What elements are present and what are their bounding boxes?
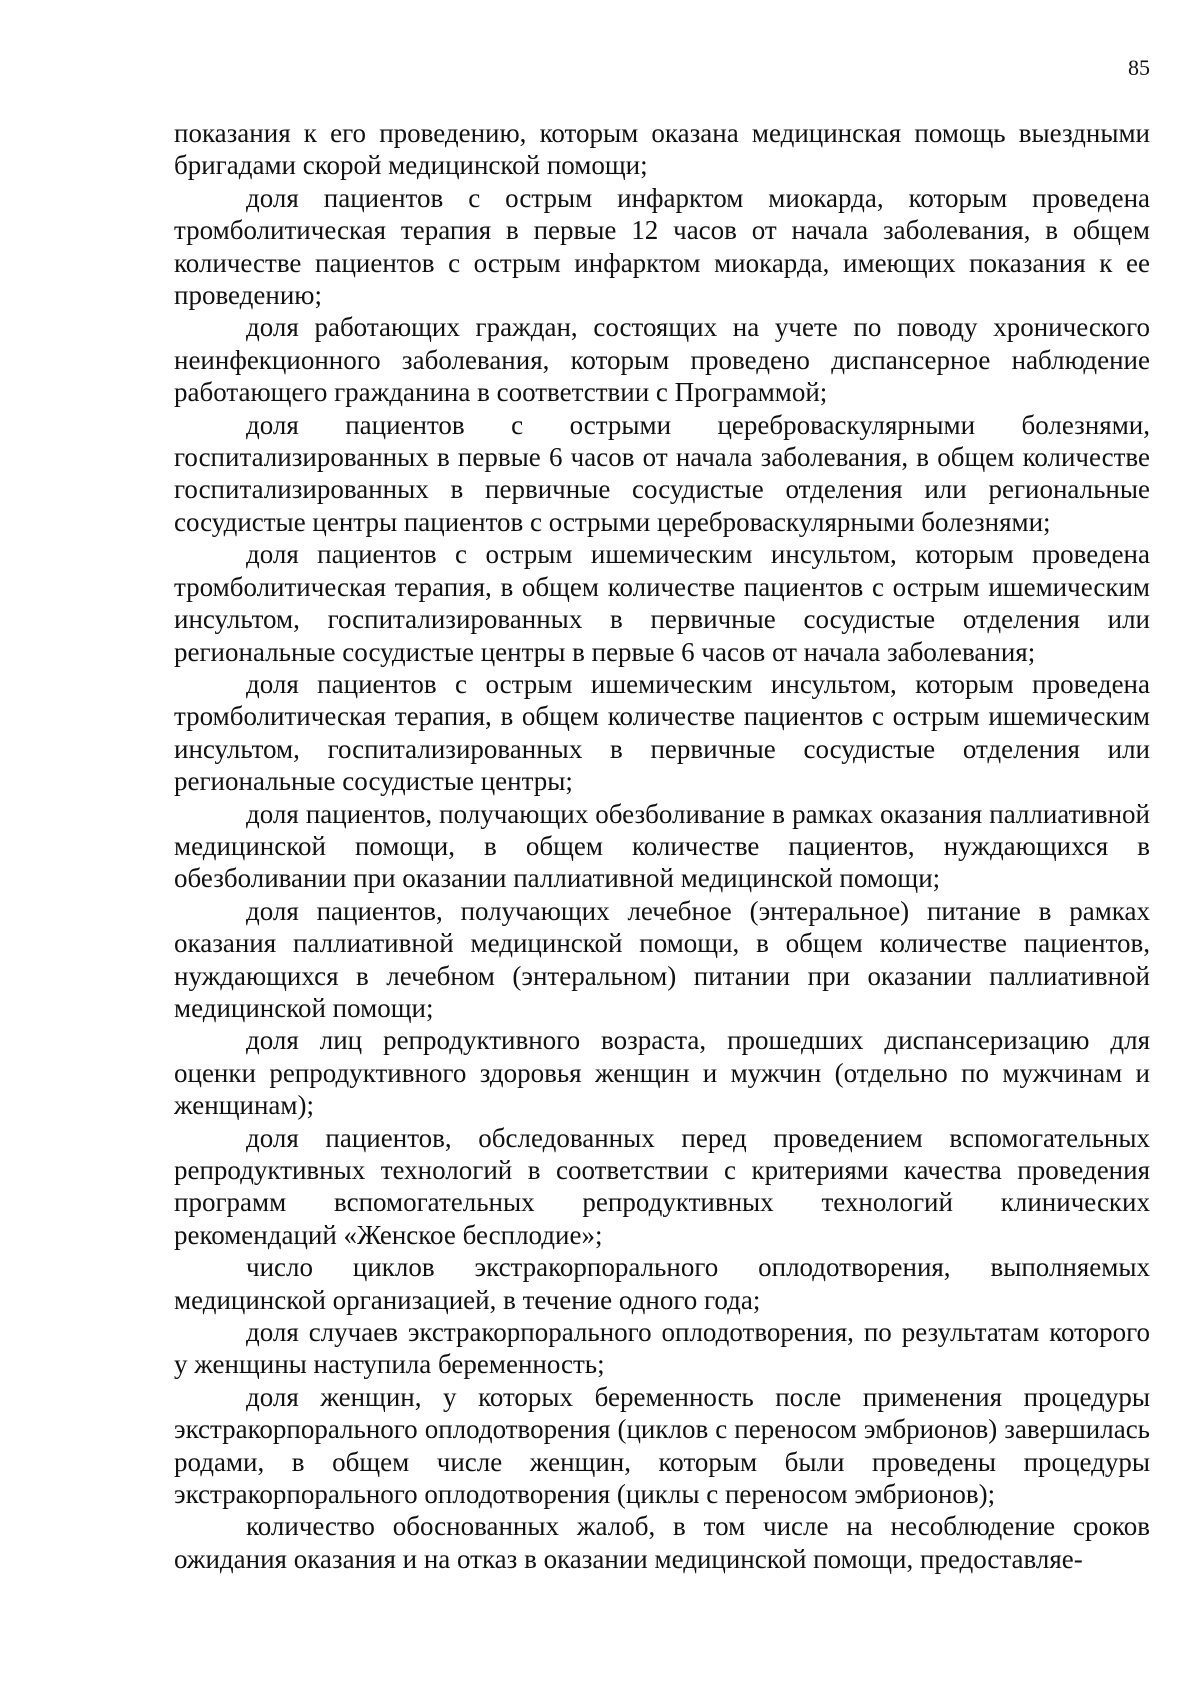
paragraph: доля пациентов с острым инфарктом миокарда, которым проведена тромболитическая терапия в первые 12 часов от начала заболевания, в общем количестве пациентов с острым инфарктом миокарда, имеющих показания к ее проведению; [174, 182, 1150, 311]
body-text [174, 117, 1150, 1575]
paragraph: доля работающих граждан, состоящих на учете по поводу хронического неинфекционного заболевания, которым проведено диспансерное наблюдение работающего гражданина в соответствии с Программой; [174, 312, 1150, 408]
paragraph: число циклов экстракорпорального оплодотворения, выполняемых медицинской организацией, в течение одного года; [174, 1252, 1150, 1315]
page-number: 85 [1128, 55, 1150, 80]
paragraph: доля случаев экстракорпорального оплодотворения, по результатам которого у женщины наступила беременность; [174, 1317, 1150, 1380]
paragraph: доля лиц репродуктивного возраста, прошедших диспансеризацию для оценки репродуктивного здоровья женщин и мужчин (отдельно по мужчинам и женщинам); [174, 1025, 1150, 1121]
paragraph: доля пациентов с острым ишемическим инсультом, которым проведена тромболитическая терапия, в общем количестве пациентов с острым ишемическим инсультом, госпитализированных в первичные сосудистые отделения или региональные сосудистые центры в первые 6 часов от начала заболевания; [174, 539, 1150, 667]
paragraph: доля пациентов, получающих лечебное (энтеральное) питание в рамках оказания паллиативной медицинской помощи, в общем количестве пациентов, нуждающихся в лечебном (энтеральном) питании при оказании паллиативной медицинской помощи; [174, 895, 1150, 1023]
paragraph: показания к его проведению, которым оказана медицинская помощь выездными бригадами скорой медицинской помощи; [174, 118, 1150, 181]
paragraph: доля пациентов с острыми цереброваскулярными болезнями, госпитализированных в первые 6 часов от начала заболевания, в общем количестве госпитализированных в первичные сосудистые отделения или региональные сосудистые центры пациентов с острыми цереброваскулярными болезнями; [174, 409, 1150, 537]
paragraph: доля пациентов с острым ишемическим инсультом, которым проведена тромболитическая терапия, в общем количестве пациентов с острым ишемическим инсультом, госпитализированных в первичные сосудистые отделения или региональные сосудистые центры; [174, 668, 1150, 797]
paragraph: доля пациентов, обследованных перед проведением вспомогательных репродуктивных технологий в соответствии с критериями качества проведения программ вспомогательных репродуктивных технологий клинических рекомендаций «Женское бесплодие»; [174, 1122, 1150, 1250]
paragraph: количество обоснованных жалоб, в том числе на несоблюдение сроков ожидания оказания и на отказ в оказании медицинской помощи, предоставляе- [174, 1511, 1150, 1574]
paragraph: доля женщин, у которых беременность после применения процедуры экстракорпорального оплодотворения (циклов с переносом эмбрионов) завершилась родами, в общем числе женщин, которым были проведены процедуры экстракорпорального оплодотворения (циклы с переносом эмбрионов); [174, 1381, 1150, 1510]
paragraph: доля пациентов, получающих обезболивание в рамках оказания паллиативной медицинской помощи, в общем количестве пациентов, нуждающихся в обезболивании при оказании паллиативной медицинской помощи; [174, 798, 1150, 894]
